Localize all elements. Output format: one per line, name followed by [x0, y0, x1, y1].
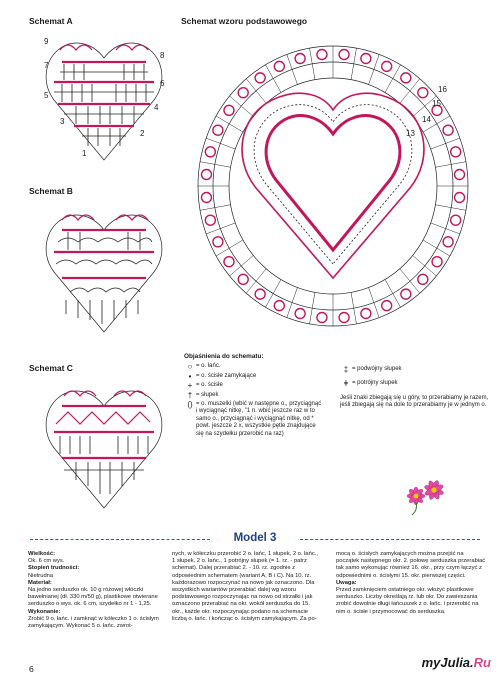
legend-note: Jeśli znaki zbiegają się u góry, to przerabiamy je razem, jeśli zbiegają się na dole to przerabiamy je w jednym o.: [340, 394, 489, 409]
legend-title: Objaśnienia do schematu:: [184, 353, 264, 360]
watermark-main: myJulia.: [421, 655, 474, 670]
legend-row-single-crochet: [184, 382, 324, 389]
difficulty-heading: Stopień trudności:: [28, 565, 80, 572]
execution-text: Zrobić 9 o. łańc. i zamknąć w kółeczko 1 o. ścisłym zamykającym. Wykonać 5 o. łańc. zwrot-: [28, 615, 159, 630]
single-crochet-symbol-icon: +: [187, 381, 193, 391]
chain-symbol-icon: ○: [187, 362, 193, 372]
row-number-2: 2: [140, 129, 145, 138]
heart-schematic-c: [40, 376, 170, 516]
model-banner: [30, 531, 480, 549]
legend-text-chain: = o. łańc.: [196, 363, 221, 370]
instructions-column-1: [28, 551, 160, 630]
legend-row-slip-stitch: [184, 373, 324, 380]
schemat-c-label: Schemat C: [29, 363, 73, 373]
size-text: Ok. 6 cm wys.: [28, 558, 65, 565]
pink-flower-image: [396, 476, 456, 516]
legend-text-slip-stitch: = o. ścisłe zamykające: [196, 372, 257, 379]
row-number-6: 6: [160, 79, 165, 88]
instructions-column-2: [172, 551, 322, 623]
main-row-16: 16: [438, 85, 447, 94]
main-pattern-schematic: [188, 28, 478, 338]
legend-text-double-crochet: = słupek: [196, 391, 219, 398]
row-number-7: 7: [44, 61, 49, 70]
note-heading: Uwaga:: [336, 579, 357, 586]
legend-text-treble: = podwójny słupek: [352, 366, 402, 372]
row-number-4: 4: [154, 103, 159, 112]
schemat-a-label: Schemat A: [29, 16, 73, 26]
legend-text-single-crochet: = o. ścisłe: [196, 382, 223, 389]
row-number-5: 5: [44, 91, 49, 100]
slip-stitch-symbol-icon: •: [188, 371, 192, 381]
execution-heading: Wykonanie:: [28, 608, 61, 615]
main-row-15: 15: [432, 99, 441, 108]
legend-row-shell: [184, 401, 324, 438]
legend: [184, 353, 324, 440]
main-schematic-label: Schemat wzoru podstawowego: [181, 16, 308, 26]
page-number: 6: [29, 664, 34, 674]
instructions-text-3: mocą o. ścisłych zamykających można przejść na początek następnego okr. 2. połowę serduszka przerabiać tak samo wykonując również 16. okr., przy czym łączyć z odpowiednimi o. ścisłymi 15. okr. pierwszej części.: [336, 551, 486, 579]
size-heading: Wielkość:: [28, 551, 56, 557]
heart-schematic-a: [40, 28, 170, 168]
shell-symbol-icon: (): [187, 400, 193, 410]
double-crochet-symbol-icon: †: [187, 390, 193, 400]
note-text: Przed zamknięciem ostatniego okr. włożyć plastikowe serduszko. Liczby określają rz. lub okr. Do zawieszania zrobić dowolnie długi łańcuszek z o. łańc. i przerobić na nim o. ścisłe i przymocować do serduszka.: [336, 587, 479, 615]
schemat-b-label: Schemat B: [29, 186, 73, 196]
row-number-3: 3: [60, 117, 65, 126]
instructions-column-3: [336, 551, 486, 616]
legend-text-shell: = o. muszelki (wbić w następne o., przyciągnąć i wyciągnąć nitkę, "1 n. wbić jeszcze raz w to samo o., przyciągnąć i wyciągnąć nitkę, od * powt. jeszcze 2 x, wszystkie pętle znajdujące się na szydełku przerobić na raz): [196, 401, 322, 437]
double-treble-symbol-icon: ǂ: [343, 379, 349, 389]
legend-row-double-crochet: [184, 392, 324, 399]
watermark-logo: [422, 655, 491, 670]
difficulty-text: Nietrudna: [28, 572, 54, 579]
model-title: Model 3: [233, 532, 277, 544]
legend-right: [340, 366, 490, 410]
material-text: Na jedno serduszko ok. 10 g różowej włóczki bawełnianej (dł. 330 m/50 g), plastikowe otwierane serduszko o wys. ok. 6 cm, szydełko nr 1 - 1,25.: [28, 587, 158, 608]
main-row-14: 14: [422, 115, 431, 124]
treble-symbol-icon: ‡: [343, 365, 349, 374]
legend-row-treble: [340, 366, 490, 373]
watermark-accent: Ru: [473, 655, 491, 670]
legend-text-double-treble: = potrójny słupek: [352, 380, 398, 387]
legend-row-double-treble: [340, 380, 490, 387]
material-heading: Materiał:: [28, 579, 52, 586]
row-number-9: 9: [44, 37, 49, 46]
row-number-8: 8: [160, 51, 165, 60]
main-row-13: 13: [406, 129, 415, 138]
instructions-text-2: nych, w kółeczku przerobić 2 o. łańc, 1 słupek, 2 o. łańc., 1 słupek, 2 o. łańc., 1 potrójny słupek (= 1. rz. - patrz schemat). Dalej przerabiać 2. - 10. rz. zgodnie z odpowiednim schematem (wariant A, B i C). Na 10. rz. każdorazowo rozpoczynać na nowo jak oznaczono. Dla wszystkich wariantów przerabiać dalej wg wzoru podstawowego rozpoczynając na nowo od strzałki i jak oznaczono przerabiać na okr. wokół serduszka do 15. okr., każde okr. rozpoczynając podano na schemacie liczbą o. łańc. i kończąc o. ścisłym zamykającym. Za po-: [172, 551, 318, 622]
legend-row-chain: [184, 363, 324, 370]
heart-schematic-b: [40, 200, 170, 340]
row-number-1: 1: [82, 149, 87, 158]
